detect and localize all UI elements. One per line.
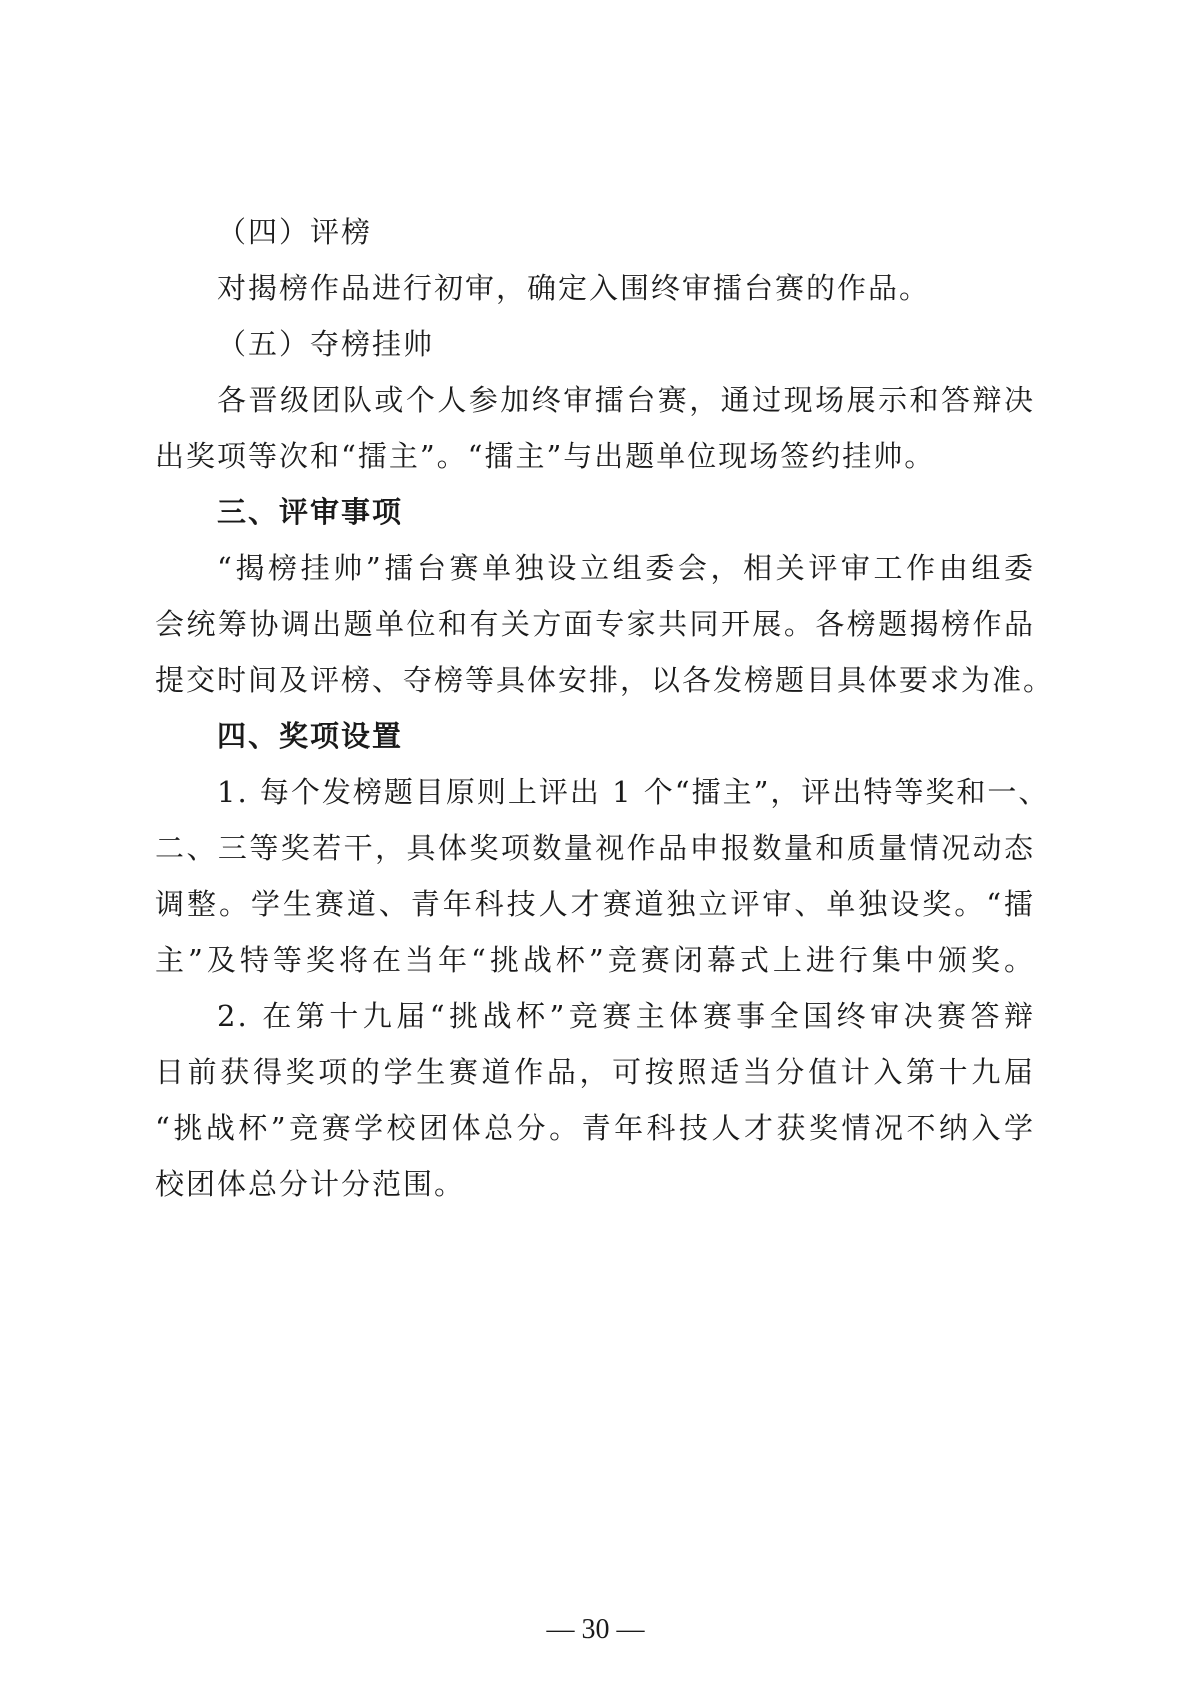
paragraph-line: 日前获得奖项的学生赛道作品，可按照适当分值计入第十九届 [155,1055,1035,1089]
paragraph-line: 调整。学生赛道、青年科技人才赛道独立评审、单独设奖。“擂 [155,887,1035,921]
paragraph-line: 对揭榜作品进行初审，确定入围终审擂台赛的作品。 [217,271,931,305]
paragraph-line: “挑战杯”竞赛学校团体总分。青年科技人才获奖情况不纳入学 [155,1111,1035,1145]
page-number: — 30 — [546,1614,645,1645]
section-heading-review: 三、评审事项 [217,495,404,529]
subheading-evaluation: （四）评榜 [217,215,373,249]
paragraph-line: “揭榜挂帅”擂台赛单独设立组委会，相关评审工作由组委 [217,551,1035,585]
paragraph-line: 主”及特等奖将在当年“挑战杯”竞赛闭幕式上进行集中颁奖。 [155,943,1035,977]
section-heading-awards: 四、奖项设置 [217,719,404,753]
subheading-winning: （五）夺榜挂帅 [217,327,435,361]
paragraph-line: 1. 每个发榜题目原则上评出 1 个“擂主”，评出特等奖和一、 [217,775,1050,809]
paragraph-line: 各晋级团队或个人参加终审擂台赛，通过现场展示和答辩决 [217,383,1035,417]
paragraph-line: 提交时间及评榜、夺榜等具体安排，以各发榜题目具体要求为准。 [155,663,1055,697]
paragraph-line: 校团体总分计分范围。 [155,1167,466,1201]
paragraph-line: 二、三等奖若干，具体奖项数量视作品申报数量和质量情况动态 [155,831,1035,865]
paragraph-line: 会统筹协调出题单位和有关方面专家共同开展。各榜题揭榜作品 [155,607,1035,641]
paragraph-line: 出奖项等次和“擂主”。“擂主”与出题单位现场签约挂帅。 [155,439,936,473]
paragraph-line: 2. 在第十九届“挑战杯”竞赛主体赛事全国终审决赛答辩 [217,999,1035,1033]
